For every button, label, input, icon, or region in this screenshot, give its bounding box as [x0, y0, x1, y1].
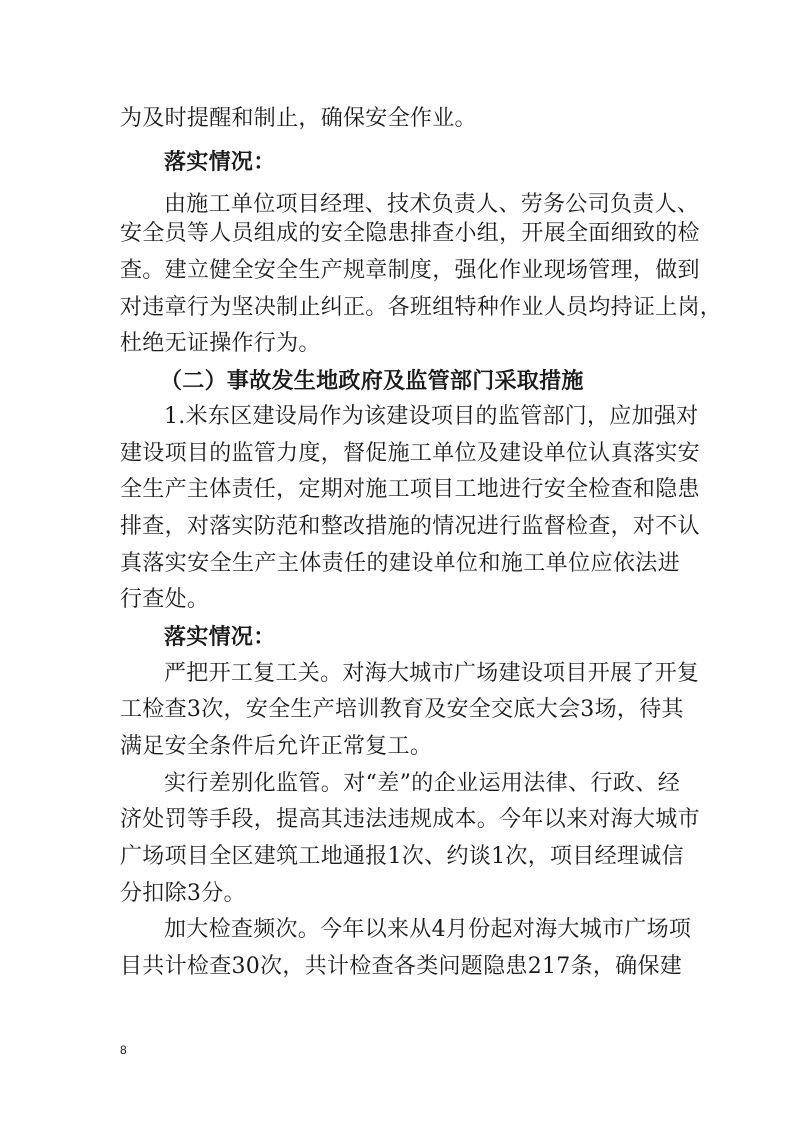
- body-line: 为及时提醒和制止，确保安全作业。: [120, 106, 477, 131]
- body-line: 行查处。: [120, 587, 210, 612]
- section-subheading: 落实情况：: [164, 624, 276, 650]
- body-line: 真落实安全生产主体责任的建设单位和施工单位应依法进: [120, 551, 680, 576]
- body-line: 济处罚等手段，提高其违法违规成本。今年以来对海大城市: [120, 807, 700, 832]
- body-line: 满足安全条件后允许正常复工。: [120, 734, 433, 759]
- page-number: 8: [120, 1043, 127, 1057]
- body-line: 由施工单位项目经理、技术负责人、劳务公司负责人、: [164, 192, 700, 217]
- body-line: 杜绝无证操作行为。: [120, 331, 321, 356]
- body-line: 排查，对落实防范和整改措施的情况进行监督检查，对不认: [120, 514, 700, 539]
- body-line: 全生产主体责任，定期对施工项目工地进行安全检查和隐患: [120, 477, 700, 502]
- section-subheading: 落实情况：: [164, 149, 276, 175]
- body-line: 目共计检查30次，共计检查各类问题隐患217条，确保建: [120, 954, 683, 979]
- body-line: 查。建立健全安全生产规章制度，强化作业现场管理，做到: [120, 258, 700, 283]
- body-line: 对违章行为坚决制止纠正。各班组特种作业人员均持证上岗，: [120, 295, 723, 320]
- body-line: 安全员等人员组成的安全隐患排查小组，开展全面细致的检: [120, 221, 700, 246]
- body-line: 分扣除3分。: [120, 881, 246, 906]
- body-line: 1.米东区建设局作为该建设项目的监管部门，应加强对: [164, 404, 699, 429]
- section-heading: （二）事故发生地政府及监管部门采取措施: [160, 368, 584, 394]
- body-line: 加大检查频次。今年以来从4月份起对海大城市广场项: [164, 917, 692, 942]
- body-line: 建设项目的监管力度，督促施工单位及建设单位认真落实安: [120, 441, 700, 466]
- body-line: 严把开工复工关。对海大城市广场建设项目开展了开复: [164, 661, 700, 686]
- body-line: 工检查3次，安全生产培训教育及安全交底大会3场，待其: [120, 697, 684, 722]
- body-line: 广场项目全区建筑工地通报1次、约谈1次，项目经理诚信: [120, 844, 684, 869]
- body-line: 实行差别化监管。对“差”的企业运用法律、行政、经: [164, 771, 680, 796]
